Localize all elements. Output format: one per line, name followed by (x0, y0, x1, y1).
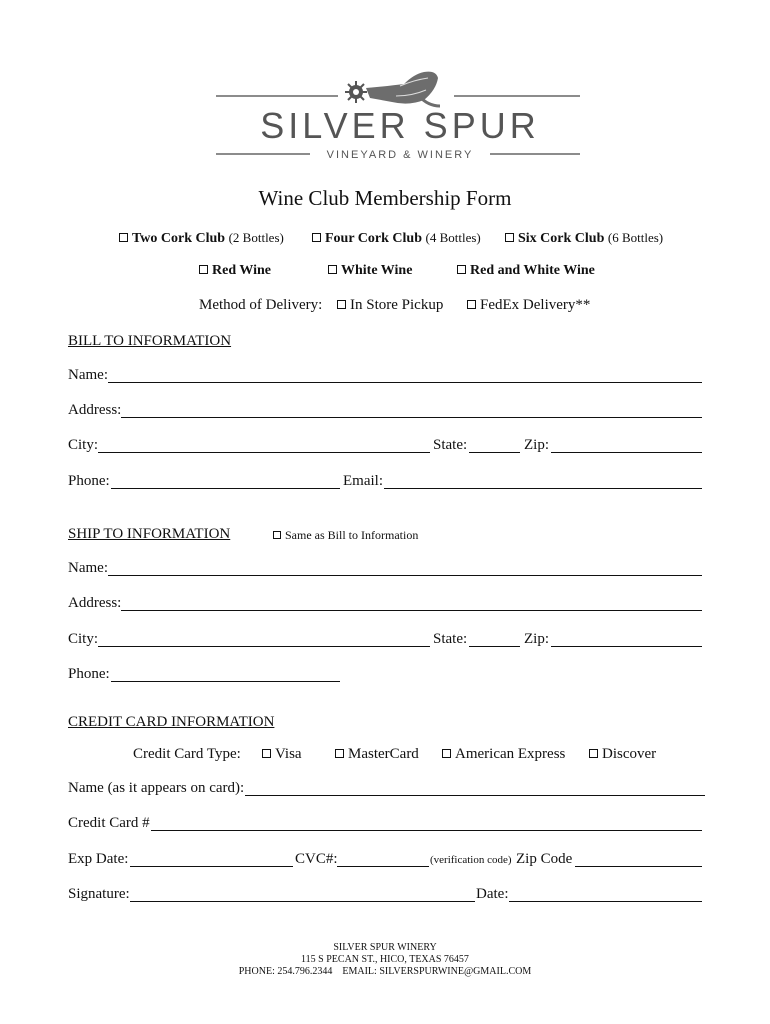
delivery-row (199, 297, 322, 314)
svg-text:SILVER SPUR: SILVER SPUR (260, 105, 540, 146)
delivery-option-pickup[interactable]: In Store Pickup (337, 297, 443, 314)
svg-text:VINEYARD & WINERY: VINEYARD & WINERY (326, 149, 474, 161)
bill-city-field[interactable] (98, 452, 430, 453)
card-number-label: Credit Card # (68, 815, 150, 831)
ship-name-field[interactable] (108, 575, 702, 576)
card-type-visa[interactable]: Visa (262, 746, 302, 763)
card-type-amex[interactable]: American Express (442, 746, 565, 763)
card-name-field[interactable] (245, 795, 705, 796)
bill-zip-label: Zip: (524, 437, 549, 453)
footer-address: 115 S PECAN ST., HICO, TEXAS 76457 (301, 954, 469, 965)
footer-company: SILVER SPUR WINERY (333, 942, 437, 953)
ship-phone-field[interactable] (111, 681, 340, 682)
card-type-mastercard[interactable]: MasterCard (335, 746, 419, 763)
bill-zip-field[interactable] (551, 452, 702, 453)
exp-date-field[interactable] (130, 866, 293, 867)
form-title: Wine Club Membership Form (258, 186, 512, 210)
cvc-field[interactable] (337, 866, 429, 867)
checkbox[interactable] (312, 233, 321, 242)
wine-option-red-white[interactable]: Red and White Wine (457, 263, 595, 279)
checkbox[interactable] (457, 265, 466, 274)
card-name-label: Name (as it appears on card): (68, 780, 245, 796)
ship-name-label: Name: (68, 560, 108, 576)
spur-logo-icon (214, 66, 584, 166)
bill-phone-field[interactable] (111, 488, 340, 489)
checkbox[interactable] (262, 749, 271, 758)
footer-contact (0, 966, 770, 978)
exp-date-label: Exp Date: (68, 851, 129, 867)
bill-city-label: City: (68, 437, 99, 453)
zip-code-field[interactable] (575, 866, 702, 867)
card-type-label: Credit Card Type: (133, 746, 241, 762)
checkbox[interactable] (442, 749, 451, 758)
bill-state-field[interactable] (469, 452, 520, 453)
ship-state-label: State: (433, 631, 468, 647)
checkbox[interactable] (589, 749, 598, 758)
date-field[interactable] (509, 901, 702, 902)
bill-name-label: Name: (68, 367, 108, 383)
club-option-four[interactable]: Four Cork Club (4 Bottles) (312, 230, 481, 247)
ship-city-field[interactable] (98, 646, 430, 647)
bill-phone-label: Phone: (68, 473, 110, 489)
checkbox[interactable] (119, 233, 128, 242)
checkbox[interactable] (505, 233, 514, 242)
ship-state-field[interactable] (469, 646, 520, 647)
ship-phone-label: Phone: (68, 666, 110, 682)
same-as-bill-option[interactable]: Same as Bill to Information (273, 528, 418, 543)
club-option-six[interactable]: Six Cork Club (6 Bottles) (505, 230, 663, 247)
wine-option-white[interactable]: White Wine (328, 263, 412, 279)
bill-name-field[interactable] (108, 382, 702, 383)
signature-label: Signature: (68, 886, 130, 902)
card-type-discover[interactable]: Discover (589, 746, 656, 763)
delivery-label: Method of Delivery: (199, 297, 323, 313)
ship-address-field[interactable] (121, 610, 702, 611)
signature-field[interactable] (130, 901, 475, 902)
verification-note: (verification code) (430, 854, 512, 866)
bill-address-label: Address: (68, 402, 122, 418)
ship-zip-label: Zip: (524, 631, 549, 647)
card-number-field[interactable] (151, 830, 702, 831)
wine-option-red[interactable]: Red Wine (199, 263, 271, 279)
footer-email: EMAIL: SILVERSPURWINE@GMAIL.COM (342, 966, 532, 977)
ship-heading: SHIP TO INFORMATION (68, 526, 231, 542)
bill-heading: BILL TO INFORMATION (68, 333, 232, 349)
delivery-option-fedex[interactable]: FedEx Delivery** (467, 297, 590, 314)
date-label: Date: (476, 886, 509, 902)
zip-code-label: Zip Code (516, 851, 573, 867)
checkbox[interactable] (273, 531, 281, 539)
checkbox[interactable] (337, 300, 346, 309)
bill-email-field[interactable] (384, 488, 702, 489)
bill-state-label: State: (433, 437, 468, 453)
cvc-label: CVC#: (295, 851, 338, 867)
ship-city-label: City: (68, 631, 99, 647)
club-option-two[interactable]: Two Cork Club (2 Bottles) (119, 230, 284, 247)
bill-address-field[interactable] (121, 417, 702, 418)
checkbox[interactable] (199, 265, 208, 274)
card-heading: CREDIT CARD INFORMATION (68, 714, 275, 730)
checkbox[interactable] (328, 265, 337, 274)
ship-zip-field[interactable] (551, 646, 702, 647)
checkbox[interactable] (335, 749, 344, 758)
bill-email-label: Email: (343, 473, 383, 489)
ship-address-label: Address: (68, 595, 122, 611)
checkbox[interactable] (467, 300, 476, 309)
footer-phone: PHONE: 254.796.2344 (238, 966, 333, 977)
